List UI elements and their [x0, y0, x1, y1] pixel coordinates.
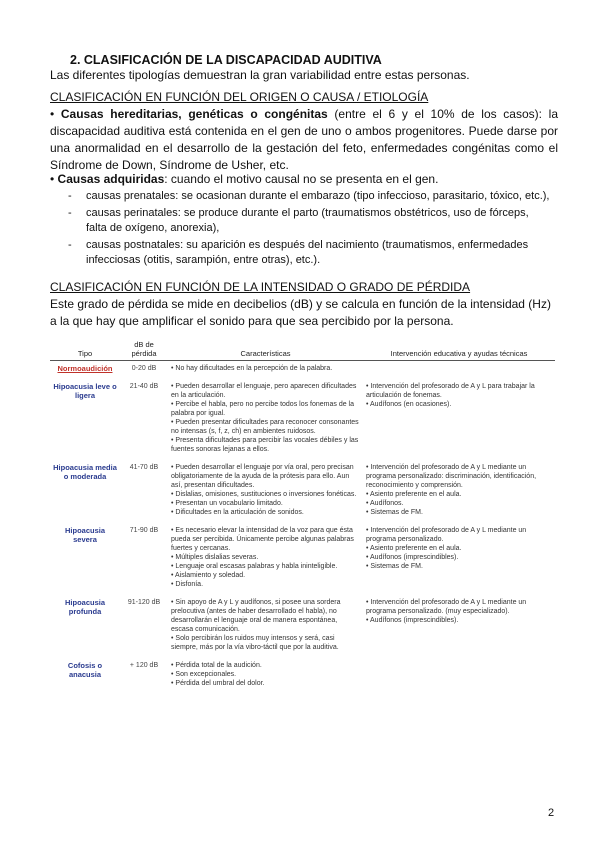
dash-perinatal-text: causas perinatales: se produce durante el parto (traumatismos obstétricos, uso de fórceps,: [86, 207, 529, 219]
bullet-hereditary-text: (entre el 6 y el 10% de los casos): la discapacidad auditiva está contenida en el gen de uno o ambos progenitores. Puede darse por una anormalidad en el desarrollo de la gestación del feto, enfermedades congénitas como el Síndrome de Down, Síndrome de Usher, etc.: [50, 107, 558, 172]
heading-intensity: CLASIFICACIÓN EN FUNCIÓN DE LA INTENSIDAD O GRADO DE PÉRDIDA: [50, 280, 471, 294]
cell-tipo: Normoaudición: [57, 364, 113, 373]
table-row: [50, 379, 555, 460]
page-number: 2: [548, 807, 555, 819]
intervention-item: • Audífonos (imprescindibles).: [366, 617, 459, 624]
characteristic-item: • Pérdida total de la audición.: [171, 662, 262, 669]
cell-db: 91-120 dB: [127, 599, 161, 606]
intervention-item: • Asiento preferente en el aula.: [366, 491, 462, 498]
header-db: dB de pérdida: [120, 338, 168, 361]
cell-db: 41-70 dB: [129, 464, 159, 471]
table-row: [50, 523, 555, 595]
dash-postnatal-cont: [68, 252, 558, 268]
characteristic-item: • No hay dificultades en la percepción de la palabra.: [171, 365, 333, 372]
header-tipo: Tipo: [50, 338, 120, 361]
cell-intervencion: [363, 460, 555, 523]
dash-prenatal: - causas prenatales: se ocasionan durante el embarazo (tipo infeccioso, parasitario, tóxico, etc.),: [68, 190, 550, 202]
characteristic-item: • Aislamiento y soledad.: [171, 572, 246, 579]
cell-intervencion: [363, 361, 555, 380]
cell-intervencion: [363, 379, 555, 460]
characteristic-item: • Pueden desarrollar el lenguaje, pero aparecen dificultades en la articulación.: [171, 383, 357, 399]
characteristic-item: • Dislalias, omisiones, sustituciones o inversiones fonéticas.: [171, 491, 357, 498]
intervention-item: • Intervención del profesorado de A y L mediante un programa personalizado: discriminación, identificación, reconocimiento y comprensión.: [366, 464, 537, 489]
dash-postnatal-cont-text: infecciosas (otitis, sarampión, entre otras), etc.).: [86, 254, 321, 266]
cell-tipo: Hipoacusia profunda: [64, 598, 105, 616]
characteristic-item: • Solo percibirán los ruidos muy intensos y será, casi siempre, más por la vía vibro-táctil que por la auditiva.: [171, 635, 339, 651]
cell-intervencion: [363, 523, 555, 595]
characteristic-item: • Pueden desarrollar el lenguaje por vía oral, pero precisan obligatoriamente de la ayuda de la prótesis para ello. Aun así, presentan dificultades.: [171, 464, 354, 489]
cell-db: 71-90 dB: [129, 527, 159, 534]
cell-intervencion: [363, 658, 555, 694]
cell-caracteristicas: [168, 595, 363, 658]
intro-paragraph: Las diferentes tipologías demuestran la gran variabilidad entre estas personas.: [50, 68, 470, 82]
cell-intervencion: [363, 595, 555, 658]
cell-tipo: Hipoacusia leve o ligera: [53, 382, 117, 400]
cell-caracteristicas: [168, 379, 363, 460]
table-row: [50, 460, 555, 523]
characteristic-item: • Lenguaje oral escasas palabras y habla ininteligible.: [171, 563, 338, 570]
bullet-marker: •: [50, 172, 58, 186]
intervention-item: • Intervención del profesorado de A y L mediante un programa personalizado. (muy especializado).: [366, 599, 527, 615]
characteristic-item: • Pueden presentar dificultades para reconocer consonantes no intensas (s, f, z, ch) en ambientes ruidosos.: [171, 419, 359, 435]
table-row: [50, 361, 555, 380]
cell-caracteristicas: [168, 460, 363, 523]
dash-perinatal-cont: [68, 220, 558, 236]
section-title: 2. CLASIFICACIÓN DE LA DISCAPACIDAD AUDITIVA: [70, 53, 382, 67]
dash-postnatal: - causas postnatales: su aparición es después del nacimiento (traumatismos, enfermedades: [68, 239, 529, 251]
table-row: [50, 595, 555, 658]
cell-tipo: Hipoacusia media o moderada: [53, 463, 117, 481]
dash-prenatal-text: causas prenatales: se ocasionan durante el embarazo (tipo infeccioso, parasitario, tóxico, etc.),: [86, 190, 550, 202]
cell-db: 0-20 dB: [131, 365, 157, 372]
characteristic-item: • Son excepcionales.: [171, 671, 237, 678]
table-header-row: [50, 338, 555, 361]
characteristic-item: • Pérdida del umbral del dolor.: [171, 680, 265, 687]
intervention-item: • Intervención del profesorado de A y L mediante un programa personalizado.: [366, 527, 527, 543]
characteristic-item: • Sin apoyo de A y L y audífonos, si posee una sordera prelocutiva (antes de haber desarrollado el habla), no desarrollarán el lenguaje oral de manera espontánea, escasa comunicación.: [171, 599, 341, 633]
characteristic-item: • Percibe el habla, pero no percibe todos los fonemas de la palabra por igual.: [171, 401, 355, 417]
intervention-item: • Intervención del profesorado de A y L para trabajar la articulación de fonemas.: [366, 383, 535, 399]
bullet-acquired-bold: Causas adquiridas: [57, 172, 165, 186]
dash-perinatal: - causas perinatales: se produce durante el parto (traumatismos obstétricos, uso de fórceps,: [68, 207, 529, 219]
intervention-item: • Sistemas de FM.: [366, 509, 423, 516]
bullet-hereditary: [50, 106, 558, 174]
dash-postnatal-text: causas postnatales: su aparición es después del nacimiento (traumatismos, enfermedades: [86, 239, 529, 251]
intervention-item: • Asiento preferente en el aula.: [366, 545, 462, 552]
cell-tipo: Cofosis o anacusia: [67, 661, 103, 679]
header-intervencion: Intervención educativa y ayudas técnicas: [363, 338, 555, 361]
characteristic-item: • Presentan un vocabulario limitado.: [171, 500, 283, 507]
cell-db: + 120 dB: [129, 662, 159, 669]
cell-caracteristicas: [168, 658, 363, 694]
characteristic-item: • Múltiples dislalias severas.: [171, 554, 259, 561]
cell-db: 21-40 dB: [129, 383, 159, 390]
bullet-hereditary-bold: Causas hereditarias, genéticas o congénitas: [60, 107, 328, 121]
characteristic-item: • Dificultades en la articulación de sonidos.: [171, 509, 304, 516]
intensity-paragraph: Este grado de pérdida se mide en decibelios (dB) y se calcula en función de la intensidad (Hz) a la que hay que amplificar el sonido para que sea percibido por la persona.: [50, 297, 551, 328]
table-body: [50, 361, 555, 695]
dash-perinatal-cont-text: falta de oxígeno, anorexia),: [86, 222, 220, 234]
hearing-loss-table: [50, 338, 555, 694]
intervention-item: • Audífonos (en ocasiones).: [366, 401, 452, 408]
intervention-item: • Audífonos (imprescindibles).: [366, 554, 459, 561]
characteristic-item: • Presenta dificultades para percibir las vocales débiles y las fuentes sonoras lejanas a ellos.: [171, 437, 359, 453]
characteristic-item: • Disfonía.: [171, 581, 204, 588]
bullet-acquired-text: : cuando el motivo causal no se presenta en el gen.: [164, 172, 439, 186]
cell-tipo: Hipoacusia severa: [64, 526, 105, 544]
bullet-acquired: [50, 171, 558, 188]
intervention-item: • Sistemas de FM.: [366, 563, 423, 570]
intervention-item: • Audífonos.: [366, 500, 404, 507]
header-caracteristicas: Características: [168, 338, 363, 361]
cell-caracteristicas: [168, 523, 363, 595]
heading-etiology: CLASIFICACIÓN EN FUNCIÓN DEL ORIGEN O CAUSA / ETIOLOGÍA: [50, 90, 429, 104]
table-row: [50, 658, 555, 694]
bullet-marker: •: [50, 107, 61, 121]
cell-caracteristicas: [168, 361, 363, 380]
characteristic-item: • Es necesario elevar la intensidad de la voz para que ésta pueda ser percibida. Únicamente percibe algunas palabras fuertes y cercanas.: [171, 527, 354, 552]
